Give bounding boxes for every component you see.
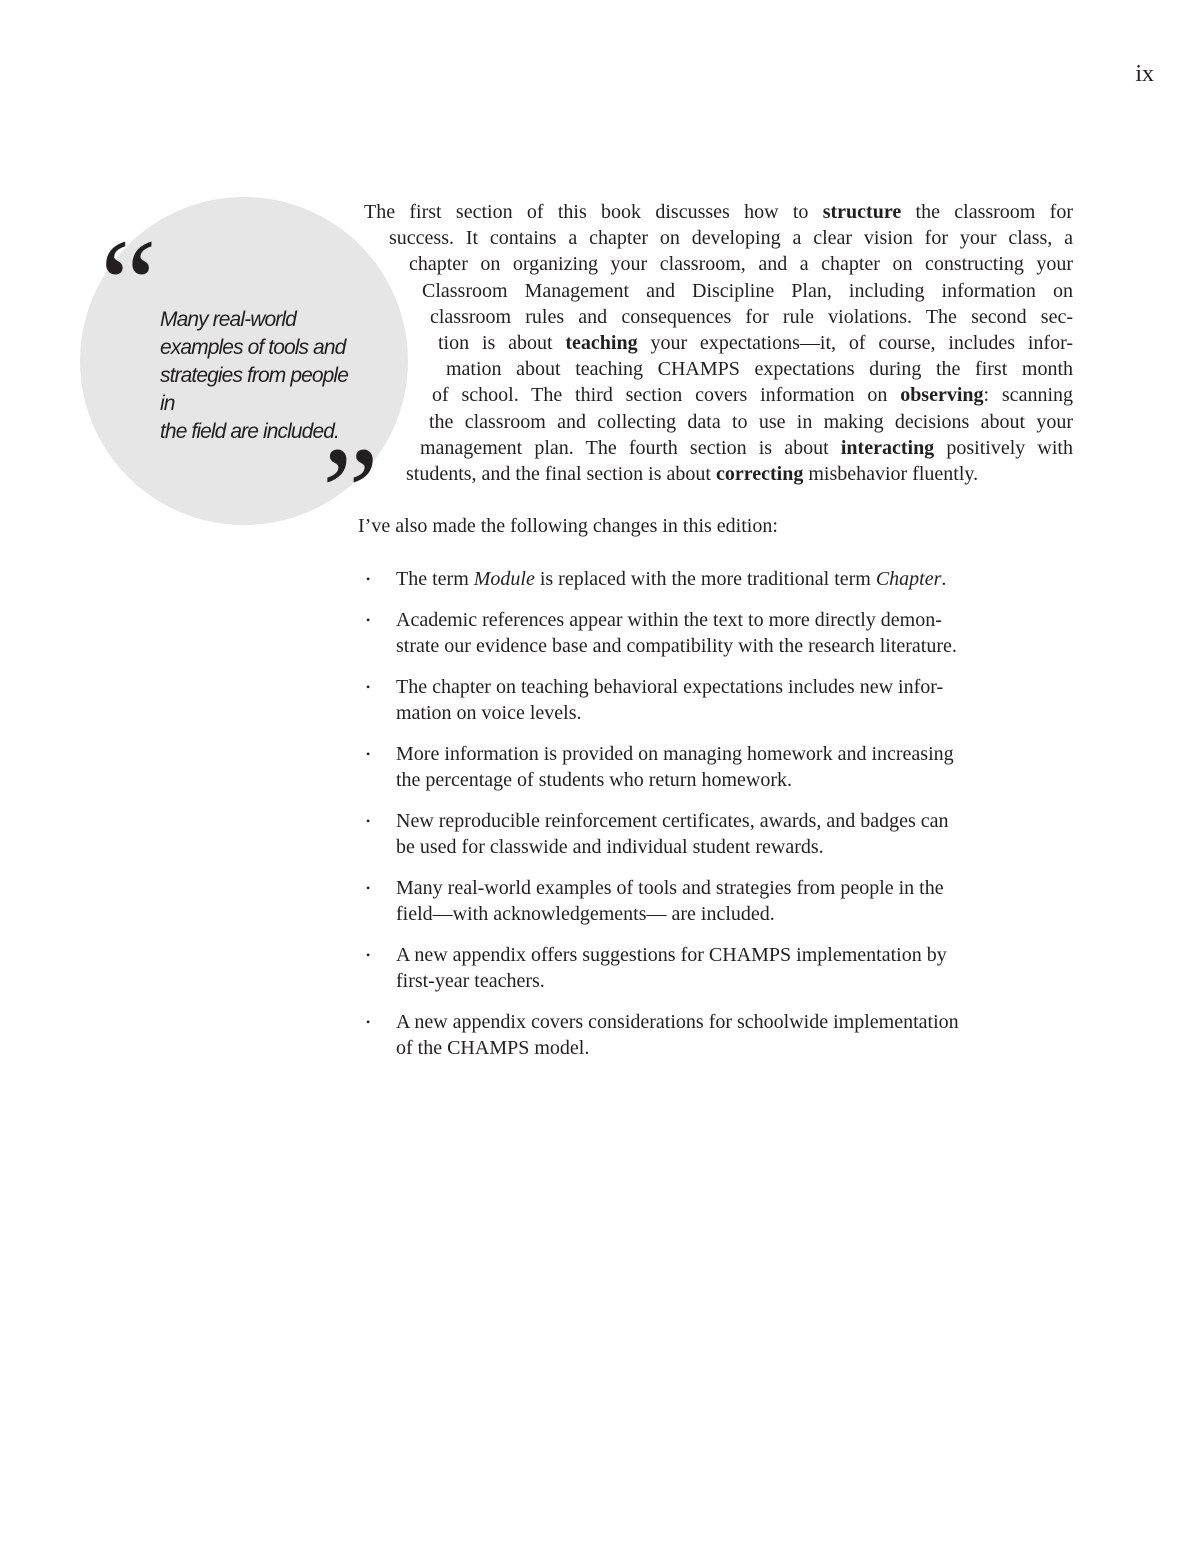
- text-run: the classroom for: [901, 201, 1073, 223]
- intro-line: [430, 304, 1073, 330]
- intro-line: [389, 225, 1073, 251]
- bullet-icon: •: [366, 679, 371, 694]
- text-run: students, and the final section is about: [406, 463, 716, 485]
- text-run: Academic references appear within the text to more directly demon-: [396, 608, 942, 631]
- list-item-line: [396, 741, 1062, 768]
- list-item-line: [396, 968, 1062, 995]
- text-run: New reproducible reinforcement certificates, awards, and badges can: [396, 809, 949, 832]
- text-run: : scanning: [983, 384, 1073, 407]
- text-run: success. It contains a chapter on developing a clear vision for your class, a: [389, 227, 1073, 250]
- bullet-icon: •: [366, 813, 371, 828]
- emphasis-term: teaching: [565, 332, 638, 354]
- text-run: positively with: [934, 436, 1073, 459]
- italic-term: Chapter: [875, 568, 942, 590]
- list-item-line: [396, 834, 1062, 861]
- text-run: tion is about: [438, 332, 566, 354]
- text-run: field—with acknowledgements— are included.: [396, 903, 775, 925]
- text-run: strate our evidence base and compatibility with the research literature.: [396, 635, 957, 657]
- bullet-icon: •: [366, 1014, 371, 1029]
- list-item: [362, 808, 1062, 861]
- pull-quote-line: the field are included.: [160, 420, 339, 443]
- text-run: The first section of this book discusses how to: [364, 201, 823, 223]
- text-run: first-year teachers.: [396, 970, 545, 992]
- list-item-line: [396, 566, 1062, 593]
- list-item: [362, 674, 1062, 727]
- intro-line: [432, 382, 1073, 408]
- bullet-icon: •: [366, 746, 371, 761]
- text-run: be used for classwide and individual student rewards.: [396, 836, 824, 858]
- text-run: Classroom Management and Discipline Plan, including information on: [422, 279, 1073, 302]
- intro-line: [409, 251, 1073, 277]
- text-run: mation on voice levels.: [396, 702, 582, 724]
- text-run: Many real-world examples of tools and strategies from people in the: [396, 876, 944, 899]
- close-quote-icon: ”: [322, 421, 379, 563]
- open-quote-icon: “: [100, 213, 157, 355]
- text-run: misbehavior fluently.: [803, 463, 979, 485]
- list-item: [362, 741, 1062, 794]
- text-run: More information is provided on managing homework and increasing: [396, 742, 954, 765]
- list-item-line: [396, 767, 1062, 794]
- intro-line: [406, 461, 978, 487]
- changes-list: [362, 566, 1062, 1076]
- text-run: classroom rules and consequences for rule violations. The second sec-: [430, 305, 1073, 328]
- intro-line: [422, 278, 1073, 304]
- text-run: A new appendix covers considerations for schoolwide implementation: [396, 1010, 959, 1033]
- text-run: The term: [396, 568, 474, 590]
- list-item-line: [396, 875, 1062, 902]
- intro-line: [364, 199, 1073, 225]
- intro-line: [446, 356, 1073, 382]
- emphasis-term: correcting: [715, 463, 804, 485]
- list-item-line: [396, 901, 1062, 928]
- emphasis-term: observing: [900, 384, 984, 407]
- text-run: your expectations—it, of course, includes infor-: [637, 332, 1073, 354]
- list-item-line: [396, 942, 1062, 969]
- text-run: management plan. The fourth section is about: [420, 436, 841, 459]
- list-item: [362, 1009, 1062, 1062]
- pull-quote-line: strategies from people in: [160, 364, 348, 415]
- text-run: The chapter on teaching behavioral expectations includes new infor-: [396, 675, 944, 698]
- pull-quote-line: examples of tools and: [160, 336, 346, 359]
- intro-line: [429, 409, 1073, 435]
- changes-intro: I’ve also made the following changes in this edition:: [358, 515, 778, 537]
- list-item-line: [396, 700, 1062, 727]
- emphasis-term: structure: [822, 201, 902, 223]
- text-run: .: [941, 568, 947, 590]
- list-item-line: [396, 607, 1062, 634]
- text-run: of the CHAMPS model.: [396, 1037, 590, 1059]
- italic-term: Module: [473, 568, 535, 590]
- list-item-line: [396, 808, 1062, 835]
- list-item-line: [396, 674, 1062, 701]
- list-item: [362, 566, 1062, 593]
- text-run: the classroom and collecting data to use in making decisions about your: [429, 410, 1073, 433]
- bullet-icon: •: [366, 880, 371, 895]
- emphasis-term: interacting: [840, 436, 935, 459]
- pull-quote-text: [160, 306, 360, 446]
- intro-line: [420, 435, 1073, 461]
- bullet-icon: •: [366, 947, 371, 962]
- list-item: [362, 607, 1062, 660]
- text-run: A new appendix offers suggestions for CHAMPS implementation by: [396, 943, 947, 966]
- text-run: mation about teaching CHAMPS expectations during the first month: [446, 358, 1073, 381]
- text-run: is replaced with the more traditional term: [534, 568, 876, 590]
- intro-line: [438, 330, 1073, 356]
- list-item: [362, 942, 1062, 995]
- pull-quote-line: Many real-world: [160, 308, 296, 331]
- bullet-icon: •: [366, 572, 371, 586]
- list-item: [362, 875, 1062, 928]
- list-item-line: [396, 1009, 1062, 1036]
- text-run: the percentage of students who return homework.: [396, 769, 792, 791]
- list-item-line: [396, 633, 1062, 660]
- bullet-icon: •: [366, 612, 371, 627]
- page-number: ix: [1135, 61, 1154, 87]
- text-run: chapter on organizing your classroom, and a chapter on constructing your: [409, 253, 1073, 276]
- list-item-line: [396, 1035, 1062, 1062]
- text-run: of school. The third section covers information on: [432, 384, 901, 407]
